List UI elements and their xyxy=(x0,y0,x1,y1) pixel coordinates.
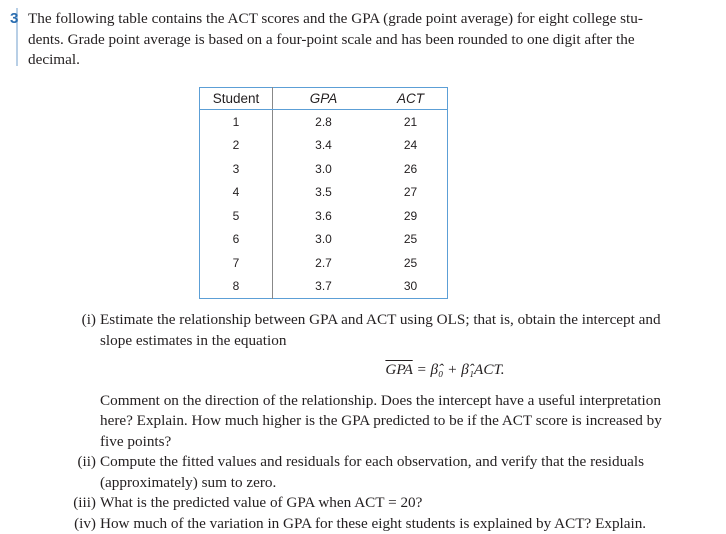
part-text: Compute the fitted values and residuals for each observation, and verify that the residuals xyxy=(100,452,710,473)
cell-act: 30 xyxy=(374,275,448,299)
cell-gpa: 3.4 xyxy=(273,134,375,158)
problem-number: 3 xyxy=(10,9,18,30)
cell-student: 6 xyxy=(200,228,273,252)
problem-statement xyxy=(10,9,710,71)
cell-student: 5 xyxy=(200,204,273,228)
cell-act: 29 xyxy=(374,204,448,228)
part-label: (iv) xyxy=(72,514,96,534)
equation-lhs: $\overline{GPA}$ xyxy=(385,361,412,378)
table-row xyxy=(200,110,448,134)
part-text: (approximately) sum to zero. xyxy=(100,473,710,494)
part-text: five points? xyxy=(100,432,710,453)
table-row xyxy=(200,251,448,275)
part-text: Comment on the direction of the relationship. Does the intercept have a useful interpretation xyxy=(100,391,710,412)
part-ii xyxy=(10,452,710,493)
table-row xyxy=(200,275,448,299)
part-label: (iii) xyxy=(72,493,96,514)
header-student: Student xyxy=(200,88,273,110)
table-row xyxy=(200,134,448,158)
cell-student: 4 xyxy=(200,181,273,205)
cell-gpa: 3.0 xyxy=(273,157,375,181)
cell-gpa: 2.8 xyxy=(273,110,375,134)
ols-equation xyxy=(100,360,710,381)
part-text: slope estimates in the equation xyxy=(100,331,710,352)
part-text: here? Explain. How much higher is the GPA predicted to be if the ACT score is increased by xyxy=(100,411,710,432)
table-row xyxy=(200,204,448,228)
cell-student: 1 xyxy=(200,110,273,134)
cell-act: 24 xyxy=(374,134,448,158)
equation-rhs: = β̂₀ + β̂₁ACT. xyxy=(416,361,504,378)
cell-gpa: 3.6 xyxy=(273,204,375,228)
part-iv xyxy=(10,514,710,534)
part-i xyxy=(10,310,710,452)
cell-student: 7 xyxy=(200,251,273,275)
question-parts xyxy=(10,310,710,534)
cell-gpa: 3.0 xyxy=(273,228,375,252)
cell-student: 2 xyxy=(200,134,273,158)
part-label: (ii) xyxy=(72,452,96,473)
cell-act: 25 xyxy=(374,228,448,252)
part-text: Estimate the relationship between GPA and ACT using OLS; that is, obtain the intercept and xyxy=(100,310,710,331)
problem-line: dents. Grade point average is based on a four-point scale and has been rounded to one digit after the xyxy=(28,30,710,51)
header-act: ACT xyxy=(374,88,448,110)
table-row xyxy=(200,228,448,252)
cell-gpa: 2.7 xyxy=(273,251,375,275)
table-header-row xyxy=(200,88,448,110)
part-text: What is the predicted value of GPA when ACT = 20? xyxy=(100,493,710,514)
problem-line: The following table contains the ACT scores and the GPA (grade point average) for eight college stu- xyxy=(28,9,710,30)
cell-gpa: 3.7 xyxy=(273,275,375,299)
cell-gpa: 3.5 xyxy=(273,181,375,205)
part-label: (i) xyxy=(72,310,96,331)
cell-act: 26 xyxy=(374,157,448,181)
problem-line: decimal. xyxy=(28,50,710,71)
cell-student: 3 xyxy=(200,157,273,181)
cell-act: 21 xyxy=(374,110,448,134)
part-text: How much of the variation in GPA for these eight students is explained by ACT? Explain. xyxy=(100,514,710,534)
cell-act: 25 xyxy=(374,251,448,275)
problem-text xyxy=(28,9,710,71)
table-row xyxy=(200,157,448,181)
part-iii xyxy=(10,493,710,514)
table-row xyxy=(200,181,448,205)
cell-act: 27 xyxy=(374,181,448,205)
header-gpa: GPA xyxy=(273,88,375,110)
data-table xyxy=(199,87,448,299)
cell-student: 8 xyxy=(200,275,273,299)
